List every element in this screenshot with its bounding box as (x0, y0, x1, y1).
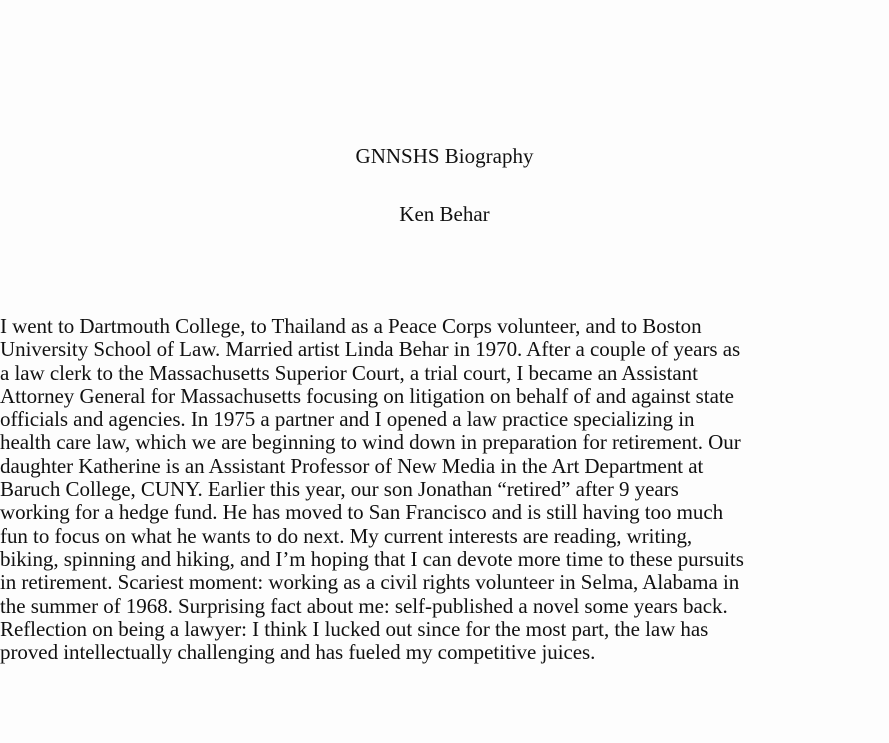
biography-text (0, 315, 889, 664)
biography-line: the summer of 1968. Surprising fact about me: self-published a novel some years back. (0, 594, 728, 618)
biography-line: fun to focus on what he wants to do next. My current interests are reading, writing, (0, 524, 693, 548)
biography-line: biking, spinning and hiking, and I’m hoping that I can devote more time to these pursuits (0, 547, 744, 571)
biography-line: University School of Law. Married artist Linda Behar in 1970. After a couple of years as (0, 338, 741, 362)
biography-line: Reflection on being a lawyer: I think I lucked out since for the most part, the law has (0, 617, 709, 641)
biography-line: health care law, which we are beginning to wind down in preparation for retirement. Our (0, 431, 741, 455)
biography-line: working for a hedge fund. He has moved to San Francisco and is still having too much (0, 501, 724, 525)
biography-line: officials and agencies. In 1975 a partner and I opened a law practice specializing in (0, 408, 695, 432)
biography-line: Attorney General for Massachusetts focusing on litigation on behalf of and against state (0, 384, 734, 408)
biography-line: a law clerk to the Massachusetts Superior Court, a trial court, I became an Assistant (0, 361, 698, 385)
biography-line: in retirement. Scariest moment: working as a civil rights volunteer in Selma, Alabama in (0, 571, 740, 595)
author-name: Ken Behar (399, 202, 490, 226)
biography-line: Baruch College, CUNY. Earlier this year, our son Jonathan “retired” after 9 years (0, 478, 679, 502)
biography-line: proved intellectually challenging and has fueled my competitive juices. (0, 641, 596, 665)
biography-line: daughter Katherine is an Assistant Professor of New Media in the Art Department at (0, 454, 704, 478)
biography-line: I went to Dartmouth College, to Thailand as a Peace Corps volunteer, and to Boston (0, 315, 702, 338)
document-title: GNNSHS Biography (355, 144, 534, 168)
